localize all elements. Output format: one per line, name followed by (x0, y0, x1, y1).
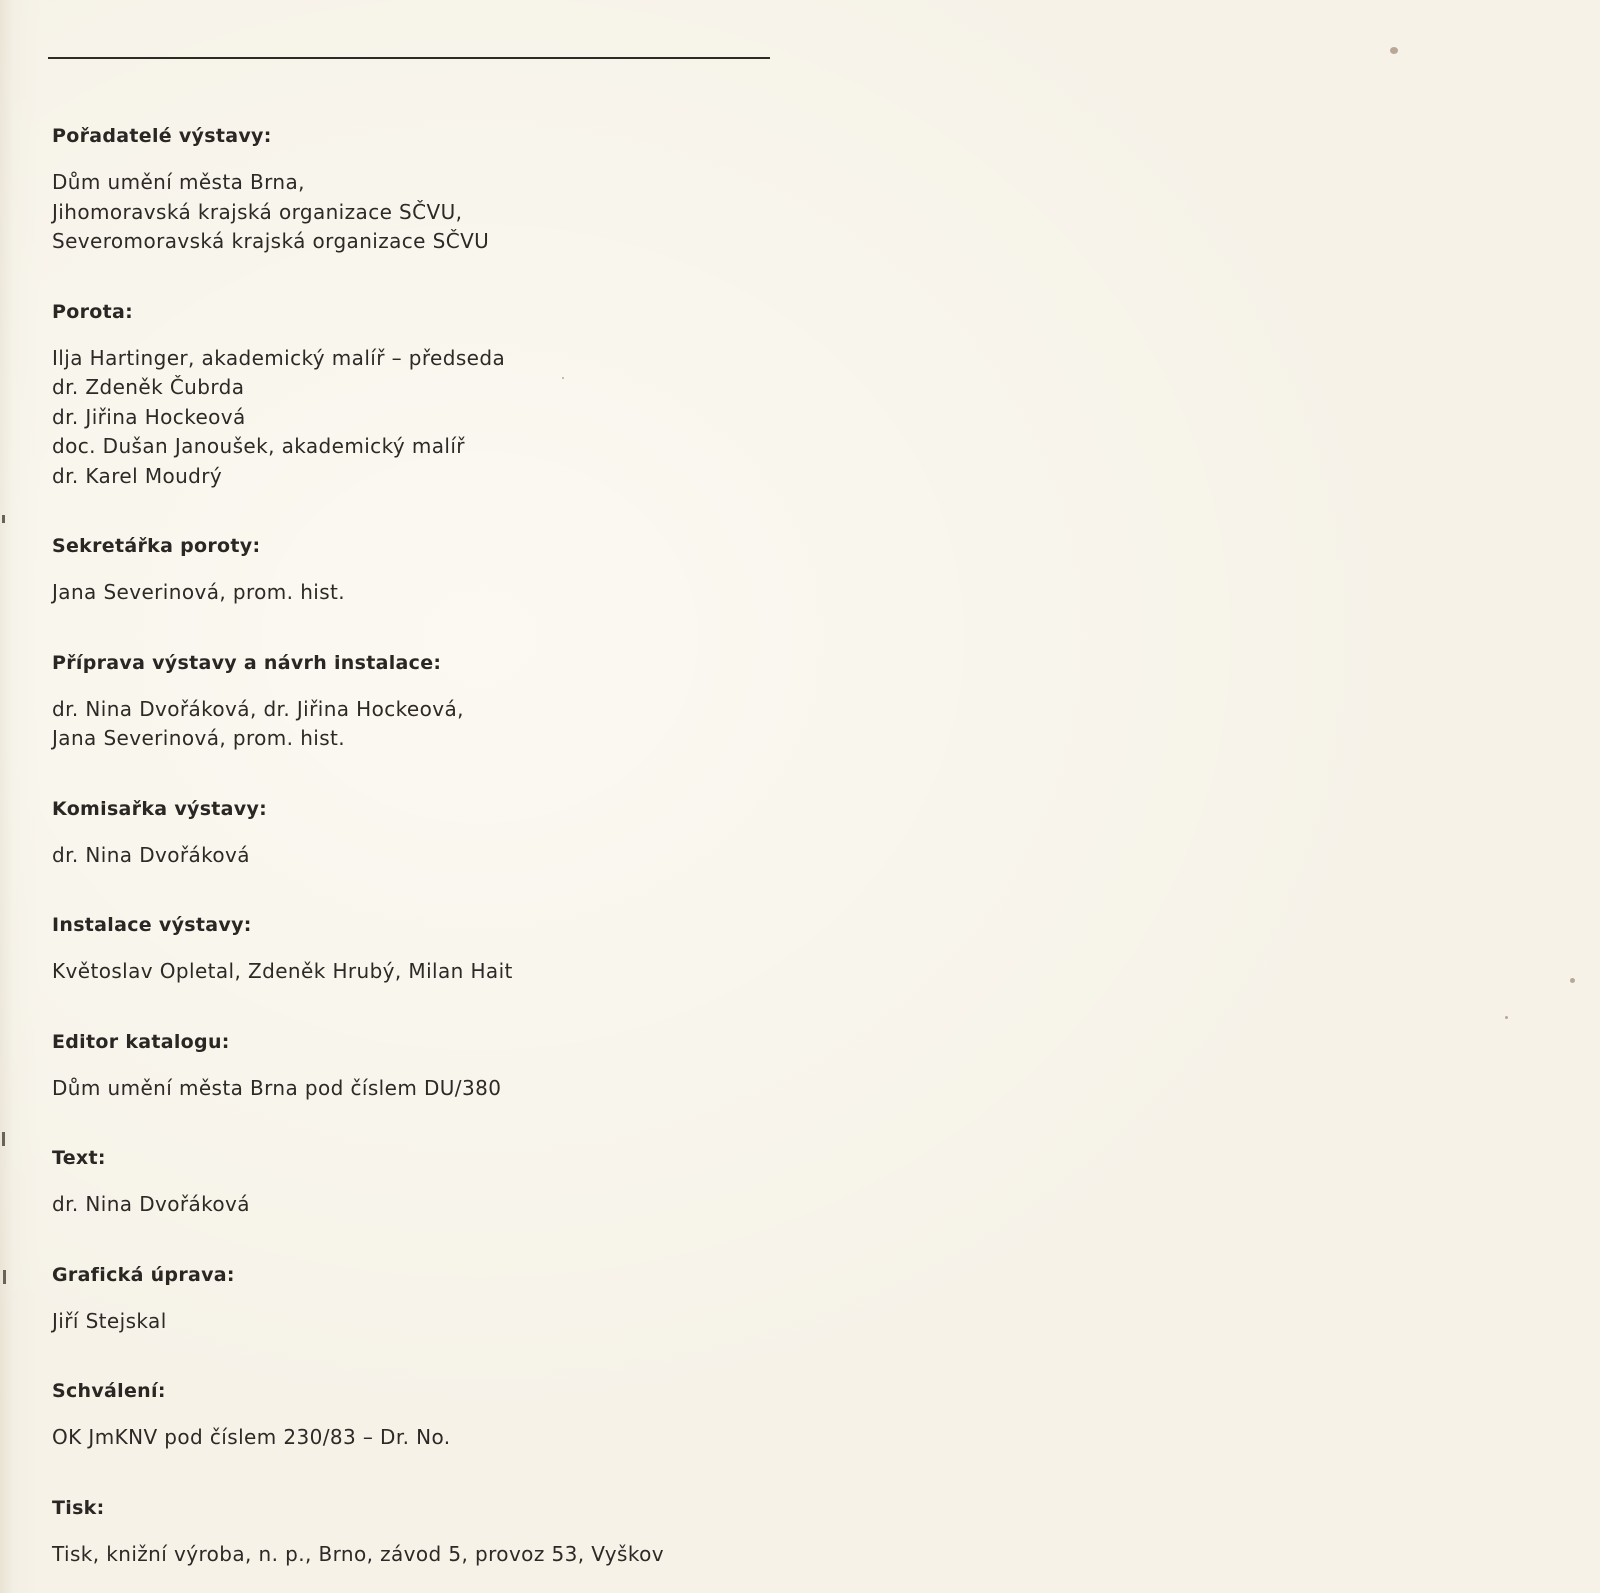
credit-line: Dům umění města Brna pod číslem DU/380 (52, 1075, 502, 1100)
credit-section (52, 300, 952, 492)
credit-section (52, 797, 952, 871)
binding-mark (2, 1132, 5, 1146)
credit-section (52, 124, 952, 257)
credit-line: Jiří Stejskal (52, 1308, 167, 1333)
credit-line: Tisk, knižní výroba, n. p., Brno, závod 5, provoz 53, Vyškov (52, 1541, 664, 1566)
binding-mark (3, 1270, 6, 1284)
credit-line: Severomoravská krajská organizace SČVU (52, 229, 490, 253)
section-heading: Instalace výstavy: (52, 914, 252, 936)
section-lines (52, 1423, 952, 1453)
top-rule (48, 57, 770, 59)
credit-line: dr. Jiřina Hockeová (52, 404, 246, 429)
credit-line: Květoslav Opletal, Zdeněk Hrubý, Milan Hait (52, 959, 513, 983)
section-heading: Text: (52, 1147, 106, 1169)
credit-line: dr. Zdeněk Čubrda (52, 375, 245, 399)
section-heading: Porota: (52, 300, 134, 323)
credit-line: dr. Nina Dvořáková, dr. Jiřina Hockeová, (52, 696, 464, 721)
credit-section (52, 1030, 952, 1104)
credit-section (52, 1379, 952, 1453)
section-heading: Sekretářka poroty: (52, 535, 261, 557)
credit-line: Dům umění města Brna, (52, 170, 305, 194)
section-lines (52, 841, 952, 871)
section-heading: Grafická úprava: (52, 1263, 235, 1286)
credit-section (52, 534, 952, 608)
section-heading: Editor katalogu: (52, 1030, 230, 1053)
paper-speck (1505, 1016, 1508, 1019)
paper-speck (1570, 978, 1575, 983)
credit-section (52, 1496, 952, 1570)
credit-section (52, 651, 952, 754)
credit-section (52, 913, 952, 987)
credit-line: dr. Nina Dvořáková (52, 842, 250, 867)
section-lines (52, 1074, 952, 1104)
credits-list (52, 124, 952, 1569)
paper-speck (1390, 47, 1398, 54)
credit-line: Jihomoravská krajská organizace SČVU, (52, 199, 463, 224)
credit-line: doc. Dušan Janoušek, akademický malíř (52, 434, 465, 458)
binding-mark (2, 515, 5, 523)
section-heading: Příprava výstavy a návrh instalace: (52, 651, 442, 674)
section-heading: Schválení: (52, 1380, 166, 1402)
section-heading: Komisařka výstavy: (52, 797, 268, 820)
section-lines (52, 957, 952, 987)
credit-line: Jana Severinová, prom. hist. (52, 580, 346, 604)
section-lines (52, 1307, 952, 1337)
section-lines (52, 344, 952, 492)
credit-line: dr. Nina Dvořáková (52, 1192, 250, 1216)
section-lines (52, 1540, 952, 1570)
credit-section (52, 1263, 952, 1337)
credit-section (52, 1146, 952, 1220)
credit-line: Jana Severinová, prom. hist. (52, 726, 346, 750)
section-heading: Pořadatelé výstavy: (52, 125, 272, 147)
section-lines (52, 578, 952, 608)
section-lines (52, 1190, 952, 1220)
credit-line: OK JmKNV pod číslem 230/83 – Dr. No. (52, 1425, 451, 1449)
section-lines (52, 168, 952, 257)
credit-line: dr. Karel Moudrý (52, 463, 223, 488)
credit-line: Ilja Hartinger, akademický malíř – předseda (52, 345, 506, 370)
section-lines (52, 695, 952, 754)
section-heading: Tisk: (52, 1496, 105, 1519)
